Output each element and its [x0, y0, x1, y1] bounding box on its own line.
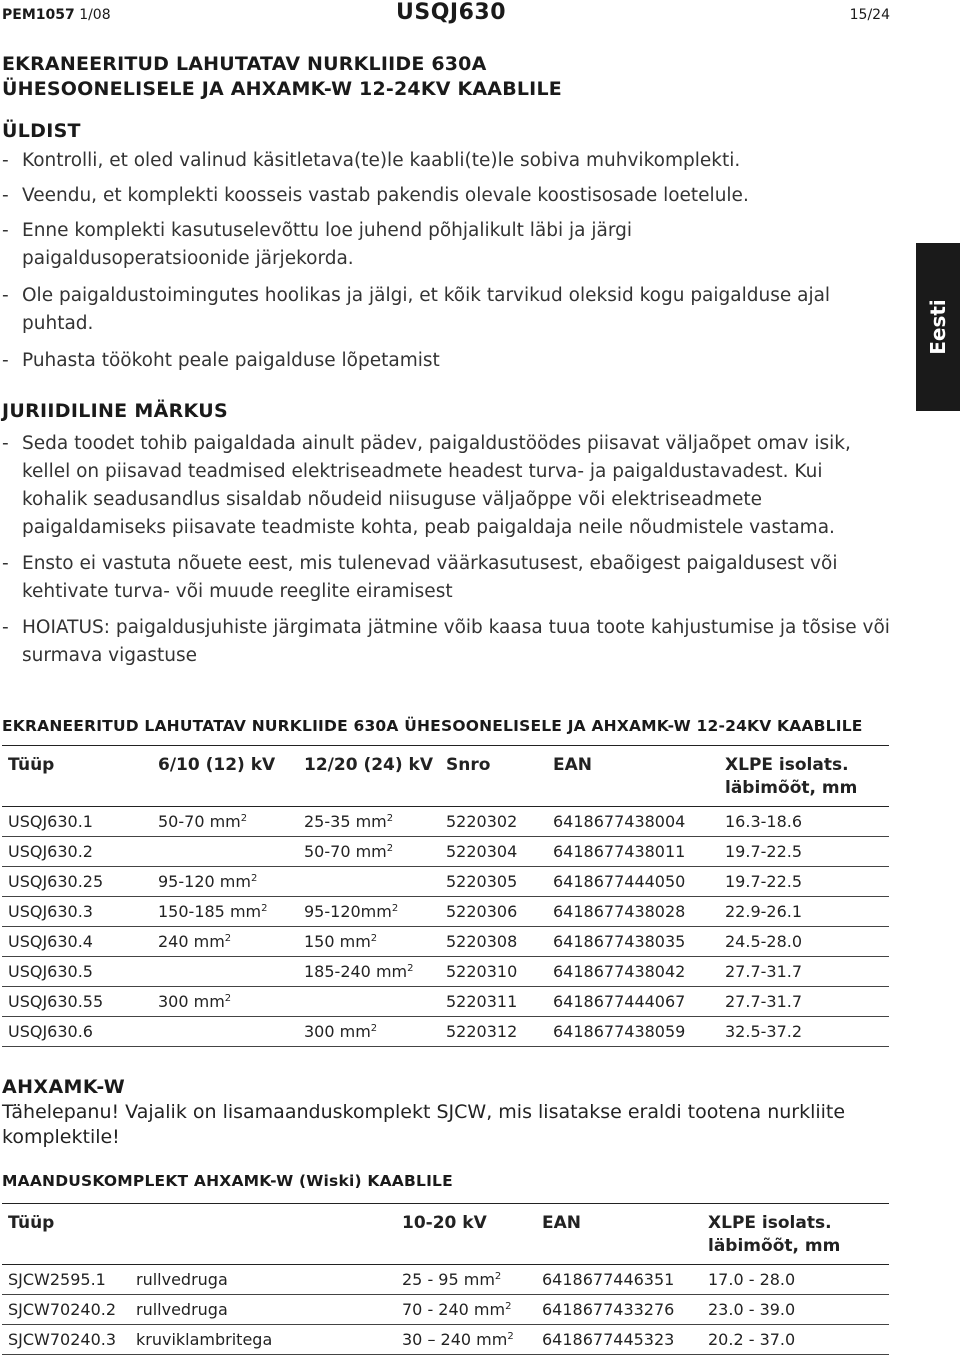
col-header-10kv: 6/10 (12) kV [158, 755, 276, 775]
cell-kv-value: 70 - 240 mm [402, 1300, 506, 1319]
table1-body [2, 807, 889, 1047]
cell-snro-value: 5220306 [446, 902, 518, 921]
table-row [2, 867, 889, 897]
legal-item [2, 430, 882, 542]
col-header-kv: 10-20 kV [402, 1213, 487, 1233]
cell-20kv-value: 95-120mm [304, 902, 392, 921]
cell-xlpe [719, 837, 889, 867]
cell-xlpe [719, 927, 889, 957]
col-header-xlpe-line2: läbimõõt, mm [725, 778, 858, 798]
table-row [2, 837, 889, 867]
legal-item [2, 550, 892, 606]
col-header-desc [130, 1204, 396, 1265]
product-code: USQJ630 [396, 0, 507, 25]
cell-ean-value: 6418677438059 [553, 1022, 686, 1041]
cell-type [2, 837, 152, 867]
doc-code-revision [2, 7, 111, 23]
cell-20kv-value: 300 mm [304, 1022, 371, 1041]
col-header-xlpe-line2: läbimõõt, mm [708, 1236, 841, 1256]
superscript-2: 2 [370, 1023, 378, 1034]
legal-item-text: Ensto ei vastuta nõuete eest, mis tulenevad väärkasutusest, ebaõigest paigaldusest või kehtivate turva- või muude reeglite eiramisest [22, 553, 838, 602]
cell-ean-value: 6418677438004 [553, 812, 686, 831]
table-row [2, 1325, 889, 1355]
table-row [2, 927, 889, 957]
superscript-2: 2 [261, 903, 268, 914]
cell-xlpe-value: 19.7-22.5 [725, 842, 803, 861]
legal-item-text: HOIATUS: paigaldusjuhiste järgimata jätmine võib kaasa tuua toote kahjustumise ja tõsise või surmava vigastuse [22, 617, 890, 666]
legal-heading: JURIIDILINE MÄRKUS [2, 400, 228, 422]
cell-10kv [152, 987, 298, 1017]
cell-xlpe-value: 24.5-28.0 [725, 932, 803, 951]
bullet-dash: - [2, 185, 9, 206]
cell-type [2, 987, 152, 1017]
cell-type [2, 1265, 130, 1295]
general-item [2, 147, 902, 175]
cell-desc-value: rullvedruga [136, 1270, 228, 1289]
cell-10kv-value: 240 mm [158, 932, 225, 951]
table-row [2, 1295, 889, 1325]
col-header-xlpe-line1: XLPE isolats. [725, 755, 849, 775]
general-item [2, 282, 902, 338]
cell-kv [396, 1295, 536, 1325]
cell-snro [440, 957, 547, 987]
cell-xlpe [702, 1295, 889, 1325]
table2-title: MAANDUSKOMPLEKT AHXAMK-W (Wiski) KAABLILE [2, 1172, 453, 1190]
cell-type [2, 927, 152, 957]
table-row [2, 807, 889, 837]
cell-snro-value: 5220302 [446, 812, 518, 831]
cell-ean [547, 837, 719, 867]
ahxamk-note: Tähelepanu! Vajalik on lisamaanduskomplekt SJCW, mis lisatakse eraldi tootena nurkliite komplektile! [2, 1101, 846, 1148]
language-tab-label: Eesti [926, 299, 951, 355]
cell-ean [547, 957, 719, 987]
general-list [2, 147, 902, 384]
table2-body [2, 1265, 889, 1355]
cell-snro-value: 5220311 [446, 992, 518, 1011]
cell-xlpe [702, 1325, 889, 1355]
col-header-ean: EAN [553, 755, 592, 775]
document-title [2, 52, 562, 102]
cell-10kv-value: 150-185 mm [158, 902, 262, 921]
bullet-dash: - [2, 350, 9, 371]
superscript-2: 2 [505, 1301, 512, 1312]
cell-type-value: USQJ630.2 [8, 842, 93, 861]
cell-snro [440, 897, 547, 927]
col-header-xlpe-line1: XLPE isolats. [708, 1213, 832, 1233]
general-item-text: Ole paigaldustoimingutes hoolikas ja jälgi, et kõik tarvikud oleksid kogu paigalduse ajal puhtad. [22, 285, 831, 334]
col-header-type: Tüüp [8, 755, 55, 775]
cell-10kv [152, 1017, 298, 1047]
cell-type-value: USQJ630.55 [8, 992, 104, 1011]
superscript-2: 2 [386, 843, 394, 854]
cell-snro-value: 5220308 [446, 932, 518, 951]
cell-ean [547, 807, 719, 837]
cell-ean-value: 6418677433276 [542, 1300, 675, 1319]
cell-desc-value: rullvedruga [136, 1300, 228, 1319]
cell-20kv [298, 987, 440, 1017]
superscript-2: 2 [224, 993, 232, 1004]
cell-type-value: USQJ630.3 [8, 902, 93, 921]
cell-ean-value: 6418677438011 [553, 842, 686, 861]
cell-10kv [152, 867, 298, 897]
document-title-line2: ÜHESOONELISELE JA AHXAMK-W 12-24KV KAABLILE [2, 78, 562, 100]
cell-type-value: USQJ630.5 [8, 962, 93, 981]
general-item-text: Enne komplekti kasutuselevõttu loe juhend põhjalikult läbi ja järgi paigaldusoperatsioonide järjekorda. [22, 220, 633, 269]
table-row [2, 897, 889, 927]
cell-10kv [152, 807, 298, 837]
cell-kv [396, 1325, 536, 1355]
cell-10kv-value: 50-70 mm [158, 812, 241, 831]
cell-type-value: SJCW2595.1 [8, 1270, 106, 1289]
cell-20kv-value: 185-240 mm [304, 962, 408, 981]
cell-type [2, 807, 152, 837]
superscript-2: 2 [407, 963, 414, 974]
table-row [2, 957, 889, 987]
general-item-text: Veendu, et komplekti koosseis vastab pakendis olevale koostisosade loetelule. [22, 185, 749, 206]
page-number: 15/24 [849, 7, 890, 23]
cell-type-value: USQJ630.25 [8, 872, 104, 891]
cell-10kv [152, 897, 298, 927]
superscript-2: 2 [224, 933, 232, 944]
product-table [2, 745, 889, 1047]
superscript-2: 2 [370, 933, 378, 944]
cell-type [2, 867, 152, 897]
general-item [2, 217, 722, 273]
col-header-xlpe [719, 746, 889, 807]
cell-snro [440, 837, 547, 867]
cell-20kv [298, 957, 440, 987]
document-title-line1: EKRANEERITUD LAHUTATAV NURKLIIDE 630A [2, 53, 487, 75]
general-item-text: Kontrolli, et oled valinud käsitletava(te)le kaabli(te)le sobiva muhvikomplekti. [22, 150, 741, 171]
bullet-dash: - [2, 285, 9, 306]
bullet-dash: - [2, 553, 9, 574]
cell-20kv [298, 837, 440, 867]
table-row [2, 1017, 889, 1047]
cell-kv-value: 30 – 240 mm [402, 1330, 508, 1349]
table1-title: EKRANEERITUD LAHUTATAV NURKLIIDE 630A ÜHESOONELISELE JA AHXAMK-W 12-24KV KAABLILE [2, 717, 863, 735]
cell-snro-value: 5220312 [446, 1022, 518, 1041]
cell-xlpe-value: 32.5-37.2 [725, 1022, 803, 1041]
table-row [2, 987, 889, 1017]
cell-20kv [298, 1017, 440, 1047]
cell-ean-value: 6418677444050 [553, 872, 686, 891]
cell-desc [130, 1265, 396, 1295]
superscript-2: 2 [494, 1271, 502, 1282]
cell-ean [547, 927, 719, 957]
cell-ean-value: 6418677444067 [553, 992, 686, 1011]
col-header-ean: EAN [542, 1213, 581, 1233]
cell-xlpe-value: 20.2 - 37.0 [708, 1330, 796, 1349]
cell-xlpe-value: 27.7-31.7 [725, 992, 803, 1011]
cell-snro-value: 5220304 [446, 842, 518, 861]
cell-xlpe-value: 27.7-31.7 [725, 962, 803, 981]
cell-type [2, 1017, 152, 1047]
general-item [2, 347, 902, 375]
superscript-2: 2 [240, 813, 248, 824]
legal-item-text: Seda toodet tohib paigaldada ainult pädev, paigaldustöödes piisavat väljaõpet omav isik, kellel on piisavad teadmised elektriseadmete headest turva- ja paigaldustavadest. Kui kohalik seadusandlus sisaldab nõudeid niisuguse väljaõppe või elektriseadmete paigaldamiseks piisavate teadmiste kohta, peab paigaldaja neile nõudmistele vastama. [22, 433, 851, 538]
cell-xlpe [719, 807, 889, 837]
cell-snro [440, 927, 547, 957]
bullet-dash: - [2, 150, 9, 171]
cell-20kv [298, 867, 440, 897]
cell-snro [440, 1017, 547, 1047]
col-header-xlpe [702, 1204, 889, 1265]
cell-20kv-value: 50-70 mm [304, 842, 387, 861]
cell-type-value: USQJ630.6 [8, 1022, 93, 1041]
cell-desc [130, 1325, 396, 1355]
cell-type [2, 1295, 130, 1325]
cell-type [2, 957, 152, 987]
cell-ean-value: 6418677446351 [542, 1270, 675, 1289]
language-tab [916, 243, 960, 411]
cell-snro [440, 807, 547, 837]
superscript-2: 2 [250, 873, 258, 884]
cell-xlpe-value: 16.3-18.6 [725, 812, 803, 831]
cell-xlpe [719, 897, 889, 927]
cell-type-value: SJCW70240.2 [8, 1300, 117, 1319]
cell-ean [536, 1325, 702, 1355]
cell-desc-value: kruviklambritega [136, 1330, 273, 1349]
doc-code: PEM1057 [2, 7, 75, 23]
superscript-2: 2 [507, 1331, 514, 1342]
cell-xlpe-value: 19.7-22.5 [725, 872, 803, 891]
cell-snro [440, 867, 547, 897]
cell-10kv [152, 837, 298, 867]
bullet-dash: - [2, 617, 9, 638]
cell-type [2, 1325, 130, 1355]
cell-ean [536, 1265, 702, 1295]
cell-20kv [298, 807, 440, 837]
cell-ean [547, 897, 719, 927]
cell-kv-value: 25 - 95 mm [402, 1270, 495, 1289]
cell-xlpe [719, 867, 889, 897]
cell-xlpe [719, 987, 889, 1017]
table-row [2, 1265, 889, 1295]
general-item [2, 182, 902, 210]
grounding-kit-table [2, 1203, 889, 1355]
cell-xlpe-value: 23.0 - 39.0 [708, 1300, 796, 1319]
cell-10kv-value: 300 mm [158, 992, 225, 1011]
cell-10kv [152, 957, 298, 987]
ahxamk-heading: AHXAMK-W [2, 1076, 126, 1098]
cell-snro [440, 987, 547, 1017]
col-header-type: Tüüp [8, 1213, 55, 1233]
doc-revision: 1/08 [79, 7, 111, 23]
cell-ean-value: 6418677438042 [553, 962, 686, 981]
cell-ean [547, 867, 719, 897]
general-item-text: Puhasta töökoht peale paigalduse lõpetamist [22, 350, 440, 371]
cell-xlpe [719, 1017, 889, 1047]
cell-snro-value: 5220310 [446, 962, 518, 981]
cell-20kv-value: 25-35 mm [304, 812, 387, 831]
cell-20kv [298, 897, 440, 927]
cell-20kv-value: 150 mm [304, 932, 371, 951]
cell-ean [536, 1295, 702, 1325]
cell-desc [130, 1295, 396, 1325]
table-header-row [2, 746, 889, 807]
cell-xlpe-value: 17.0 - 28.0 [708, 1270, 796, 1289]
col-header-snro: Snro [446, 755, 491, 775]
cell-10kv-value: 95-120 mm [158, 872, 251, 891]
cell-ean-value: 6418677445323 [542, 1330, 675, 1349]
col-header-20kv: 12/20 (24) kV [304, 755, 434, 775]
legal-list [2, 430, 902, 678]
cell-10kv [152, 927, 298, 957]
cell-ean [547, 1017, 719, 1047]
cell-xlpe [719, 957, 889, 987]
cell-xlpe-value: 22.9-26.1 [725, 902, 803, 921]
cell-ean-value: 6418677438028 [553, 902, 686, 921]
cell-type-value: SJCW70240.3 [8, 1330, 117, 1349]
general-heading: ÜLDIST [2, 120, 81, 142]
cell-ean [547, 987, 719, 1017]
cell-type [2, 897, 152, 927]
bullet-dash: - [2, 220, 9, 241]
cell-type-value: USQJ630.1 [8, 812, 93, 831]
cell-type-value: USQJ630.4 [8, 932, 93, 951]
bullet-dash: - [2, 433, 9, 454]
table-header-row [2, 1204, 889, 1265]
cell-20kv [298, 927, 440, 957]
cell-kv [396, 1265, 536, 1295]
superscript-2: 2 [386, 813, 394, 824]
superscript-2: 2 [391, 903, 399, 914]
cell-snro-value: 5220305 [446, 872, 518, 891]
legal-item [2, 614, 892, 670]
cell-xlpe [702, 1265, 889, 1295]
cell-ean-value: 6418677438035 [553, 932, 686, 951]
